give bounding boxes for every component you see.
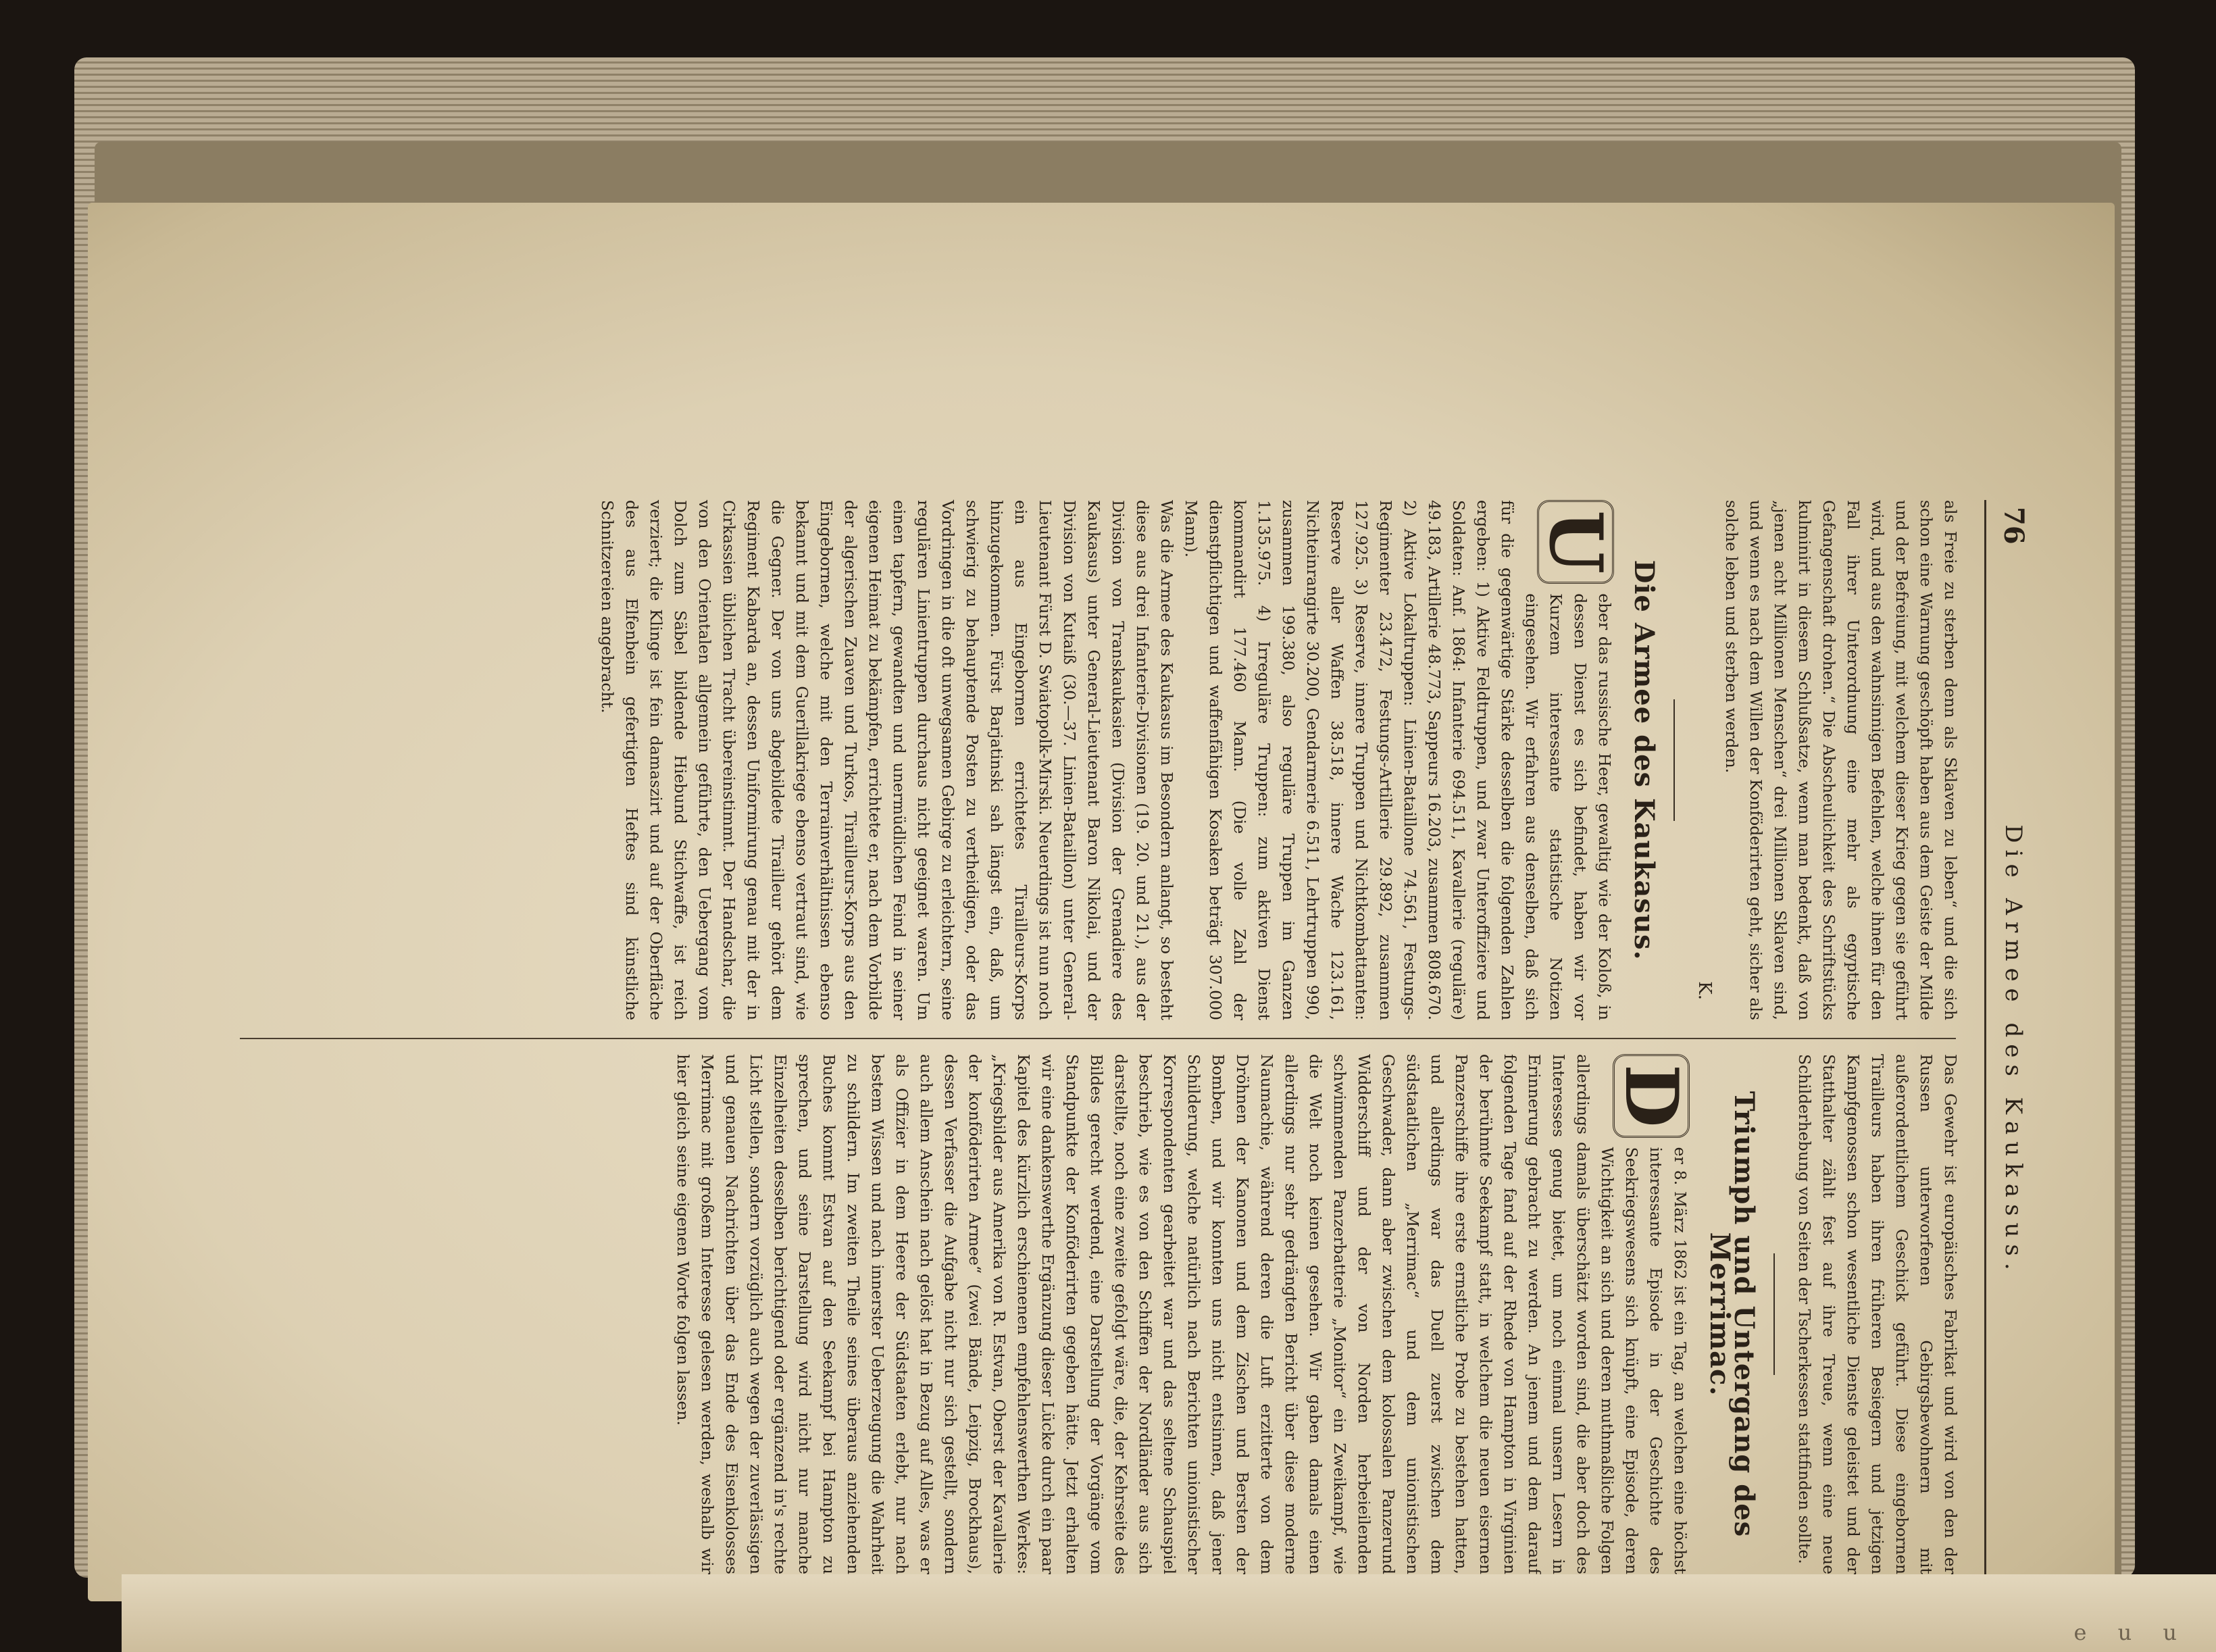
section-separator (1773, 1253, 1775, 1375)
left-intro-paragraph: als Freie zu sterben denn als Sklaven zu leben“ und die sich schon eine Warnung geschöpft haben aus dem Geiste der Milde und der Befreiung, mit welchem dieser Krieg gegen sie geführt wird, und aus den wahnsinnigen Befehlen, welche ihnen für den Fall ihrer Unterordnung eine mehr als egyptische Gefangenschaft drohen.“ Die Abscheulichkeit des Schriftstücks kulminirt in diesem Schlußsatze, wenn man bedenkt, daß von „jenen acht Millionen Menschen“ drei Millionen Sklaven sind, und wenn es nach dem Willen der Konföderirten geht, sicher als solche leben und sterben werden. (1722, 500, 1960, 1020)
author-signature: K. (1694, 981, 1715, 1000)
section-separator (1673, 699, 1675, 821)
left-column (233, 500, 1963, 1020)
page-number: 76 (1998, 507, 2030, 545)
next-page-edge (122, 1574, 2216, 1652)
paragraph-text: er 8. März 1862 ist ein Tag, an welchen eine höchst interessante Episode in der Geschichte des Seekriegswesens sich knüpft, eine Episode, deren Wichtigkeit an sich und deren muthmaßliche Folgen allerdings damals überschätzt worden sind, die aber doch des Interesses genug bietet, um noch einmal unsern Lesern in Erinnerung gebracht zu werden. An jenem und dem darauf folgenden Tage fand auf der Rhede von Hampton in Virginien der berühmte Seekampf statt, in welchem die neuen eisernen Panzerschiffe ihre erste ernstliche Probe zu bestehen hatten, und allerdings war das Duell zuerst zwischen dem südstaatlichen „Merrimac“ und dem unionistischen Geschwader, dann aber zwischen dem kolossalen Panzerund Widderschiff und der von Norden herbeieilenden schwimmenden Panzerbatterie „Monitor“ ein Zweikampf, wie die Welt noch keinen gesehen. Wir gaben damals einen allerdings nur sehr gedrängten Bericht über diese moderne Naumachie, während deren die Luft erzitterte von dem Dröhnen der Kanonen und dem Zischen und Bersten der Bomben, und wir konnten uns nicht entsinnen, daß jener Schilderung, welche natürlich nach Berichten unionistischer Korrespondenten gearbeitet war und das seltene Schauspiel beschrieb, wie es von den Schiffen der Nordländer aus sich darstellte, noch eine zweite gefolgt wäre, die, der Kehrseite des Bildes gerecht werdend, eine Darstellung der Vorgänge vom Standpunkte der Konföderirten gegeben hätte. Jetzt erhalten wir eine dankenswerthe Ergänzung dieser Lücke durch ein paar Kapitel des kürzlich erschienenen empfehlenswerthen Werkes: „Kriegsbilder aus Amerika von R. Estvan, Oberst der Kavallerie der konföderirten Armee“ (zwei Bände, Leipzig, Brockhaus), dessen Verfasser die Aufgabe nicht nur sich gestellt, sondern auch allem Anschein nach gelöst hat in Bezug auf Alles, was er als Offizier in dem Heere der Südstaaten erlebt, nur nach bestem Wissen und nach innerster Ueberzeugung die Wahrheit zu schildern. Im zweiten Theile seines überaus anziehenden Buches kommt Estvan auf den Seekampf bei Hampton zu sprechen, und seine Darstellung wird nicht nur manche Einzelheiten desselben berichtigend oder ergänzend in's rechte Licht stellen, sondern vorzüglich auch wegen der zuverlässigen und genauen Nachrichten über das Ende des Eisenkolosses Merrimac mit großem Interesse gelesen werden, weshalb wir hier gleich seine eigenen Worte folgen lassen. (674, 1054, 1690, 1574)
article-paragraph (1179, 500, 1617, 1020)
drop-cap: U (1537, 500, 1614, 584)
book-page (88, 203, 2115, 1601)
drop-cap: D (1613, 1054, 1690, 1138)
article-paragraph (671, 1054, 1692, 1574)
article-paragraph: Was die Armee des Kaukasus im Besondern anlangt, so besteht diese aus drei Infanterie-Divisionen (19. 20. und 21.), aus der Division von Transkaukasien (Division der Grenadiere des Kaukasus) unter General-Lieutenant Baron Nikolai, und der Division von Kutaiß (30.—37. Linien-Bataillon) unter General-Lieutenant Fürst D. Swiatopolk-Mirski. Neuerdings ist nun noch ein aus Eingebornen errichtetes Tirailleurs-Korps hinzugekommen. Fürst Barjatinski sah längst ein, daß, um schwierig zu behauptende Posten zu vertheidigen, oder das Vordringen in die oft unwegsamen Gebirge zu erleichtern, seine regulären Linientruppen durchaus nicht geeignet waren. Um einen tapfern, gewandten und unermüdlichen Feind in seiner eigenen Heimat zu bekämpfen, errichtete er, nach dem Vorbilde der algerischen Zuaven und Turkos, Tirailleurs-Korps aus den Eingebornen, welche mit den Terrainverhältnissen ebenso bekannt und mit dem Guerillakriege ebenso vertraut sind, wie die Gegner. Der von uns abgebildete Tirailleur gehört dem Regiment Kabarda an, dessen Uniformirung genau mit der in Cirkassien üblichen Tracht übereinstimmt. Der Handschar, die von den Orientalen allgemein geführte, den Uebergang vom Dolch zum Säbel bildende Hiebund Stichwaffe, ist reich verziert; die Klinge ist fein damaszirt und auf der Oberfläche des aus Elfenbein gefertigten Heftes sind künstliche Schnitzereien angebracht. (598, 500, 1176, 1020)
rotated-page-content (209, 500, 2034, 1601)
paragraph-text: eber das russische Heer, gewaltig wie der Koloß, in dessen Dienst es sich befindet, haben wir vor Kurzem interessante statistische Notizen eingesehen. Wir erfahren aus denselben, daß sich für die gegenwärtige Stärke desselben die folgenden Zahlen ergeben: 1) Aktive Feldtruppen, und zwar Unteroffiziere und Soldaten: Anf. 1864: Infanterie 694.511, Kavallerie (reguläre) 49.183, Artillerie 48.773, Sappeurs 16.203, zusammen 808.670. 2) Aktive Lokaltruppen: Linien-Bataillone 74.561, Festungs-Regimenter 23.472, Festungs-Artillerie 29.892, zusammen 127.925. 3) Reserve, innere Truppen und Nichtkombattanten: Reserve aller Waffen 38.518, innere Wache 123.161, Nichteinrangirte 30.200, Gendarmerie 6.511, Lehrtruppen 990, zusammen 199.380, also reguläre Truppen im Ganzen 1.135.975. 4) Irreguläre Truppen: zum aktiven Dienst kommandirt 177.460 Mann. (Die volle Zahl der dienstpflichtigen und waffenfähigen Kosaken beträgt 307.000 Mann). (1182, 500, 1614, 1020)
right-column (233, 1054, 1963, 1574)
running-title: Die Armee des Kaukasus. (2000, 824, 2027, 1277)
article-heading: Triumph und Untergang des Merrimac. (1704, 1091, 1760, 1538)
right-intro-paragraph: Das Gewehr ist europäisches Fabrikat und wird von den der Russen unterworfenen Gebirgsbewohnern mit außerordentlichem Geschick geführt. Diese eingebornen Tirailleurs haben ihren früheren Besiegern und jetzigen Kampfgenossen schon wesentliche Dienste geleistet und der Statthalter zählt fest auf ihre Treue, wenn eine neue Schilderhebung von Seiten der Tscherkessen stattfinden sollte. (1795, 1054, 1960, 1574)
article-heading: Die Armee des Kaukasus. (1628, 559, 1660, 961)
running-head (1984, 500, 2034, 1601)
column-rule (240, 1038, 1956, 1039)
next-page-fragment: e u u (2073, 1620, 2189, 1645)
